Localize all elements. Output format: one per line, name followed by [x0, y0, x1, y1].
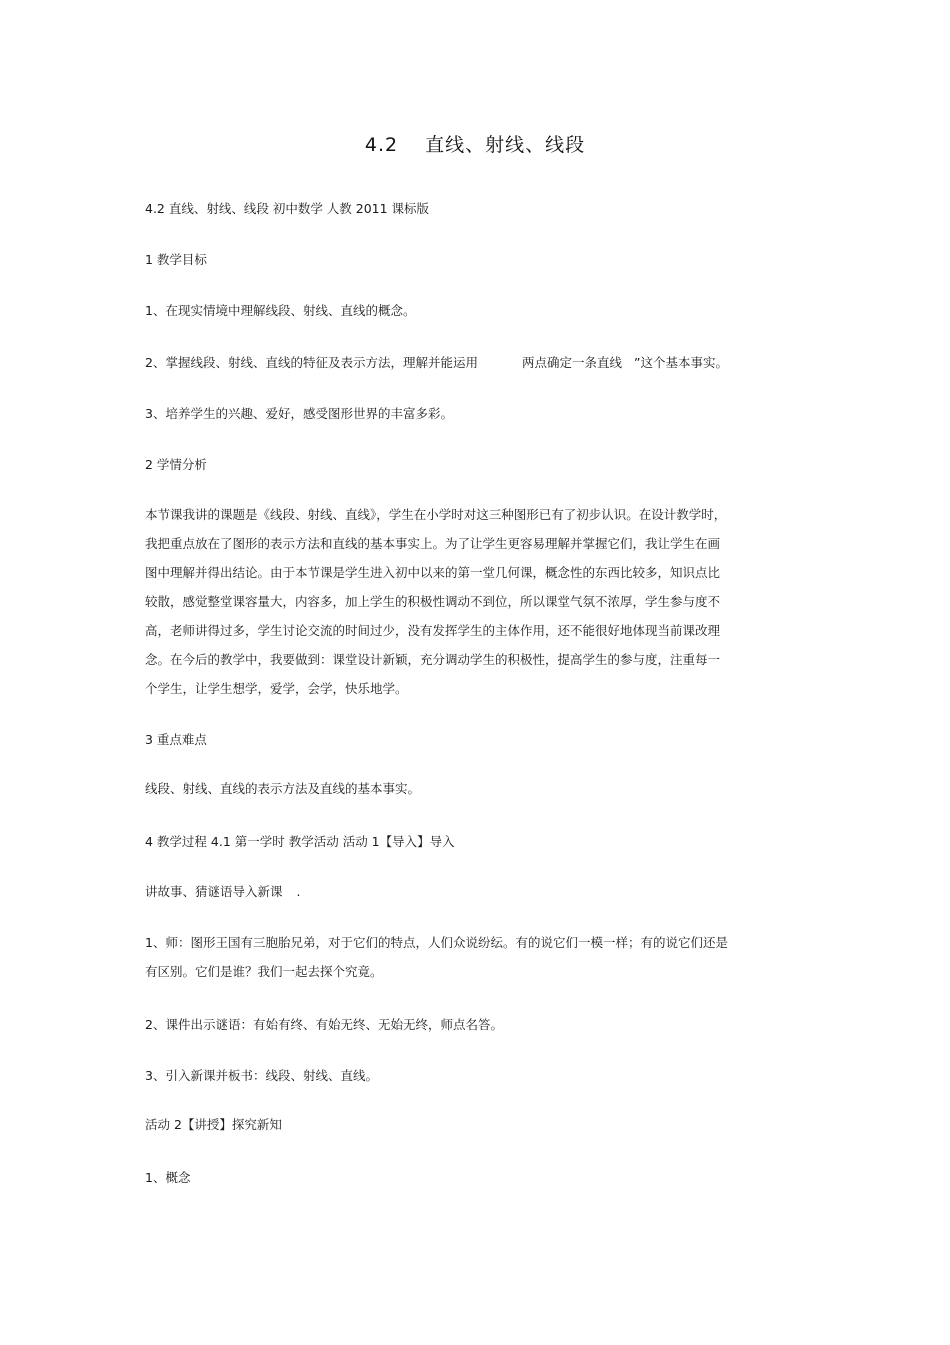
process-item-1	[145, 928, 745, 986]
process-item-3: 3、引入新课并板书：线段、射线、直线。	[145, 1068, 378, 1083]
section-heading-process: 4 教学过程 4.1 第一学时 教学活动 活动 1【导入】导入	[145, 834, 455, 849]
process-item-2: 2、课件出示谜语：有始有终、有始无终、无始无终，师点名答。	[145, 1017, 503, 1032]
analysis-line: 高，老师讲得过多，学生讨论交流的时间过少，没有发挥学生的主体作用，还不能很好地体现当前课改理	[145, 623, 721, 638]
concept-heading: 1、概念	[145, 1170, 191, 1185]
goal-2	[145, 355, 728, 371]
process-item-1-line: 有区别。它们是谁？我们一起去探个究竟。	[145, 964, 383, 979]
analysis-line: 我把重点放在了图形的表示方法和直线的基本事实上。为了让学生更容易理解并掌握它们，我让学生在画	[145, 536, 721, 551]
section-heading-analysis: 2 学情分析	[145, 457, 207, 472]
section-heading-goals: 1 教学目标	[145, 252, 207, 267]
process-item-1-line: 1、师：图形王国有三胞胎兄弟，对于它们的特点，人们众说纷纭。有的说它们一模一样；有的说它们还是	[145, 935, 728, 950]
goal-2-part-b: 两点确定一条直线	[521, 355, 622, 370]
section-heading-key-points: 3 重点难点	[145, 732, 207, 747]
intro-period: .	[296, 884, 301, 899]
analysis-line: 个学生，让学生想学，爱学，会学，快乐地学。	[145, 681, 408, 696]
intro-text: 讲故事、猜谜语导入新课	[145, 884, 283, 899]
analysis-line: 图中理解并得出结论。由于本节课是学生进入初中以来的第一堂几何课，概念性的东西比较多，知识点比	[145, 565, 721, 580]
analysis-line: 较散，感觉整堂课容量大，内容多，加上学生的积极性调动不到位，所以课堂气氛不浓厚，学生参与度不	[145, 594, 721, 609]
goal-1: 1、在现实情境中理解线段、射线、直线的概念。	[145, 303, 416, 318]
analysis-paragraph	[145, 500, 745, 703]
analysis-line: 念。在今后的教学中，我要做到：课堂设计新颖，充分调动学生的积极性，提高学生的参与度，注重每一	[145, 652, 721, 667]
goal-2-part-c: ”这个基本事实。	[633, 355, 728, 370]
intro-line	[145, 884, 301, 900]
key-points-text: 线段、射线、直线的表示方法及直线的基本事实。	[145, 781, 421, 796]
meta-line: 4.2 直线、射线、线段 初中数学 人教 2011 课标版	[145, 201, 430, 216]
document-title: 4.2 直线、射线、线段	[364, 134, 586, 156]
activity-2-heading: 活动 2【讲授】探究新知	[145, 1117, 282, 1132]
goal-3: 3、培养学生的兴趣、爱好，感受图形世界的丰富多彩。	[145, 406, 453, 421]
analysis-line: 本节课我讲的课题是《线段、射线、直线》，学生在小学时对这三种图形已有了初步认识。在设计教学时，	[145, 507, 727, 522]
goal-2-part-a: 2、掌握线段、射线、直线的特征及表示方法，理解并能运用	[145, 355, 478, 370]
